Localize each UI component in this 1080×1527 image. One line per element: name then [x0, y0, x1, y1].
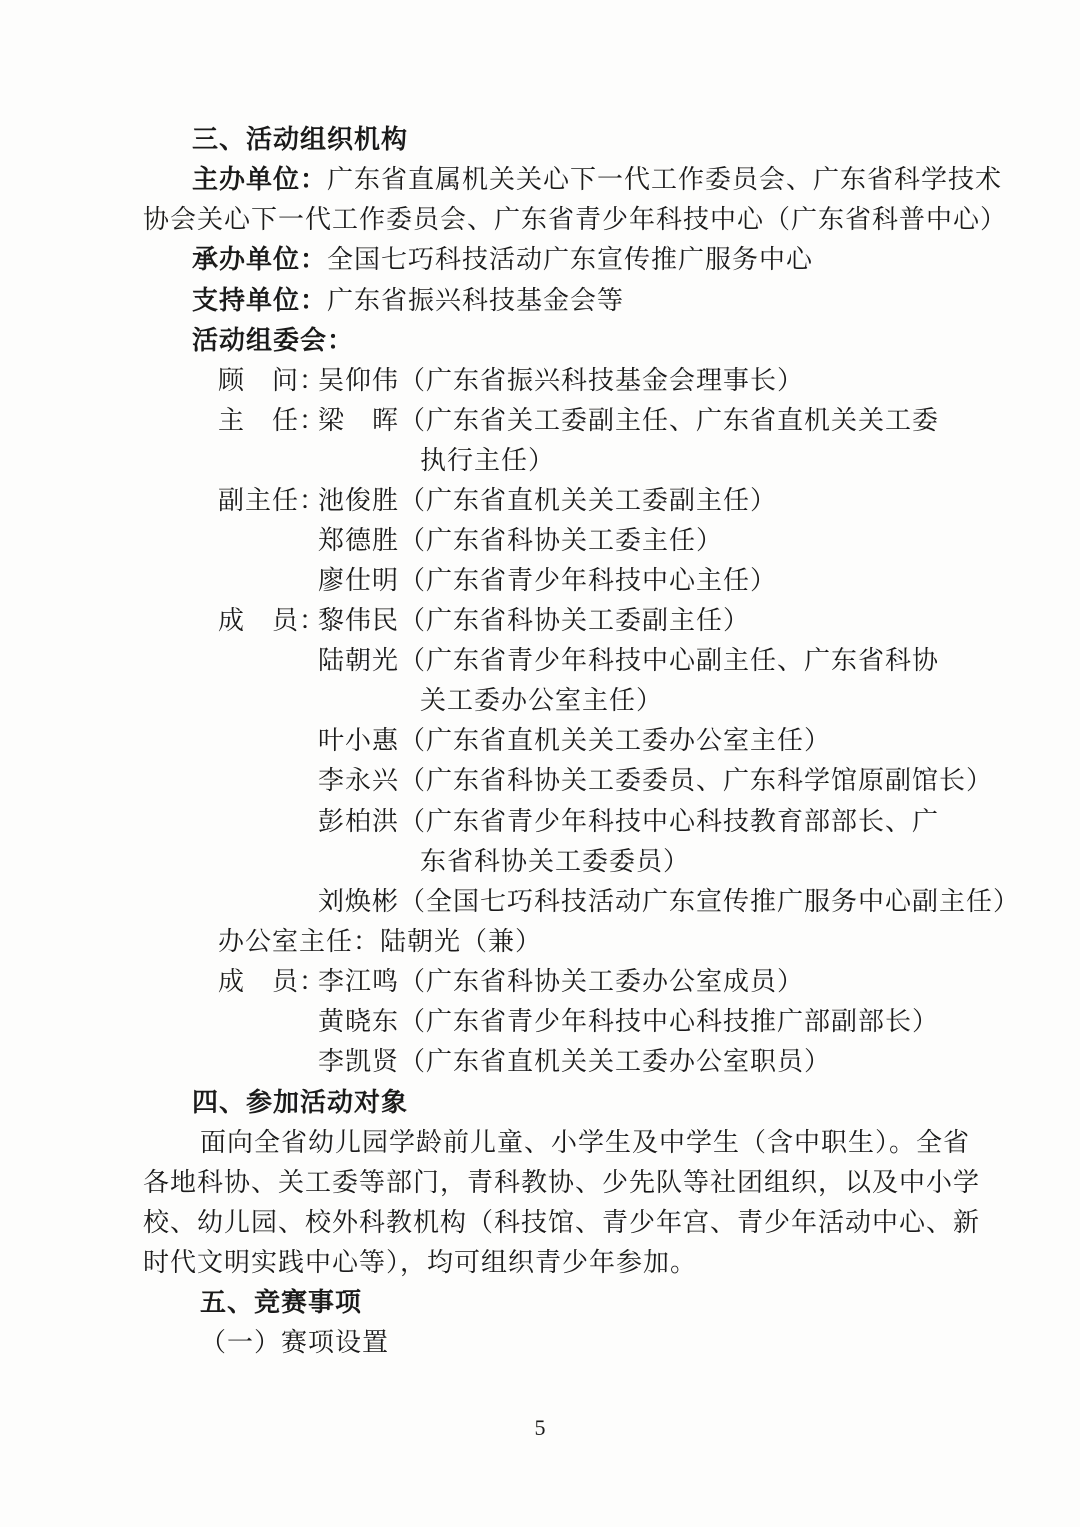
section-4-line-2: 各地科协、关工委等部门，青科教协、少先队等社团组织，以及中小学	[143, 1168, 981, 1198]
organizer-label: 主办单位：	[192, 165, 328, 195]
director-value-1: 梁 晖（广东省关工委副主任、广东省直机关关工委	[318, 406, 940, 436]
section-4-line-1: 面向全省幼儿园学龄前儿童、小学生及中学生（含中职生）。全省	[200, 1128, 971, 1158]
members-label: 成 员：	[218, 606, 327, 636]
director-label: 主 任：	[218, 406, 327, 436]
member-6: 刘焕彬（全国七巧科技活动广东宣传推广服务中心副主任）	[318, 887, 1021, 917]
advisor-value: 吴仰伟（广东省振兴科技基金会理事长）	[318, 366, 805, 396]
section-4-line-3: 校、幼儿园、校外科教机构（科技馆、青少年宫、青少年活动中心、新	[143, 1208, 981, 1238]
undertaker-line	[192, 240, 813, 280]
office-director-line	[218, 922, 542, 962]
member-4: 李永兴（广东省科协关工委委员、广东科学馆原副馆长）	[318, 766, 994, 796]
organizer-line-2: 协会关心下一代工作委员会、广东省青少年科技中心（广东省科普中心）	[143, 205, 1008, 235]
deputy-3: 廖仕明（广东省青少年科技中心主任）	[318, 566, 778, 596]
director-value-2: 执行主任）	[420, 446, 556, 476]
supporter-line	[192, 281, 624, 321]
deputy-2: 郑德胜（广东省科协关工委主任）	[318, 526, 724, 556]
deputy-label: 副主任：	[218, 486, 327, 516]
office-member-3: 李凯贤（广东省直机关关工委办公室职员）	[318, 1047, 832, 1077]
office-member-1: 李江鸣（广东省科协关工委办公室成员）	[318, 967, 805, 997]
office-member-2: 黄晓东（广东省青少年科技中心科技推广部副部长）	[318, 1007, 940, 1037]
undertaker-label: 承办单位：	[192, 245, 328, 275]
member-5-line-2: 东省科协关工委委员）	[420, 847, 691, 877]
member-3: 叶小惠（广东省直机关关工委办公室主任）	[318, 726, 832, 756]
page-number: 5	[534, 1415, 546, 1440]
deputy-1: 池俊胜（广东省直机关关工委副主任）	[318, 486, 778, 516]
advisor-label: 顾 问：	[218, 366, 327, 396]
member-5-line-1: 彭柏洪（广东省青少年科技中心科技教育部部长、广	[318, 807, 940, 837]
organizer-value-1: 广东省直属机关关心下一代工作委员会、广东省科学技术	[327, 165, 1003, 195]
undertaker-value: 全国七巧科技活动广东宣传推广服务中心	[327, 245, 814, 275]
section-4-line-4: 时代文明实践中心等），均可组织青少年参加。	[143, 1248, 698, 1278]
section-4-heading: 四、参加活动对象	[192, 1088, 409, 1118]
member-2-line-2: 关工委办公室主任）	[420, 686, 664, 716]
section-5-sub-1: （一）赛项设置	[200, 1328, 390, 1358]
member-2-line-1: 陆朝光（广东省青少年科技中心副主任、广东省科协	[318, 646, 940, 676]
office-director-label: 办公室主任：	[218, 927, 381, 957]
office-director-value: 陆朝光（兼）	[380, 927, 543, 957]
supporter-label: 支持单位：	[192, 286, 328, 316]
organizer-line-1	[192, 160, 1002, 200]
committee-label: 活动组委会：	[192, 326, 355, 356]
office-members-label: 成 员：	[218, 967, 327, 997]
section-3-heading: 三、活动组织机构	[192, 125, 409, 155]
supporter-value: 广东省振兴科技基金会等	[327, 286, 625, 316]
member-1: 黎伟民（广东省科协关工委副主任）	[318, 606, 751, 636]
section-5-heading: 五、竞赛事项	[200, 1288, 363, 1318]
